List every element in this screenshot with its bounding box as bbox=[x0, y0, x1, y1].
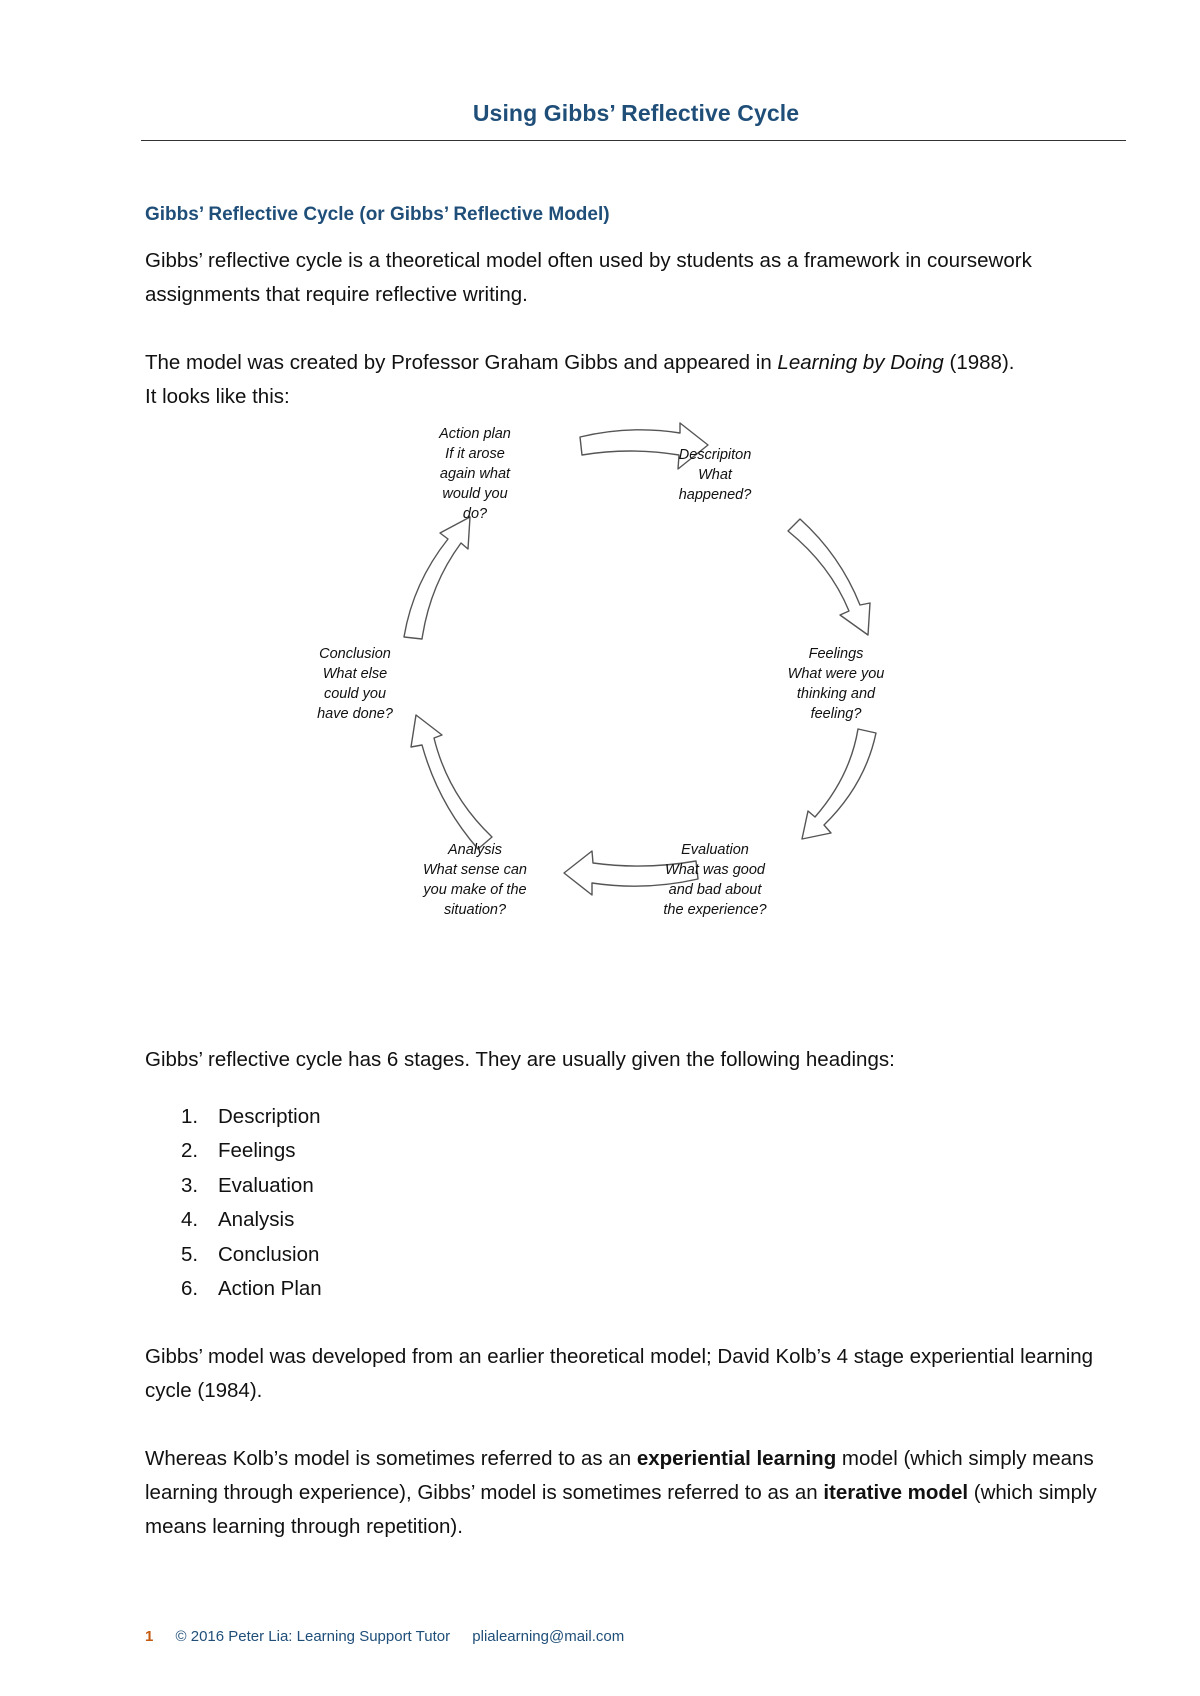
list-item: 3. Evaluation bbox=[181, 1173, 314, 1197]
stage-label-action-plan bbox=[410, 424, 540, 524]
page-footer bbox=[145, 1628, 624, 1645]
gibbs-cycle-diagram bbox=[317, 415, 950, 955]
stage-question: What else could you have done? bbox=[317, 666, 393, 722]
stage-title: Action plan bbox=[439, 426, 511, 442]
stages-list bbox=[145, 1100, 322, 1306]
list-item: 2. Feelings bbox=[181, 1139, 296, 1163]
header-divider bbox=[141, 140, 1126, 141]
stage-title: Feelings bbox=[808, 646, 864, 662]
list-item: 4. Analysis bbox=[181, 1208, 295, 1232]
kolb-paragraph-2: Whereas Kolb’s model is sometimes referred to as an experiential learning model (which simply means learning through experience), Gibbs’ model is sometimes referred to as an iterative model (which simply means learning through repetition). bbox=[145, 1447, 1097, 1538]
term-iterative-model: iterative model bbox=[823, 1481, 969, 1504]
list-item: 1. Description bbox=[181, 1105, 321, 1128]
arrow-feelings-to-evaluation bbox=[802, 729, 876, 839]
book-title: Learning by Doing bbox=[777, 351, 944, 374]
arrow-analysis-to-conclusion bbox=[411, 715, 492, 849]
stage-question: What was good and bad about the experience? bbox=[663, 862, 767, 918]
intro-paragraph-3: It looks like this: bbox=[145, 385, 290, 408]
stage-question: What were you thinking and feeling? bbox=[787, 666, 885, 722]
intro-text-before: The model was created by Professor Graham Gibbs and appeared in bbox=[145, 351, 778, 374]
intro-paragraph-1: Gibbs’ reflective cycle is a theoretical model often used by students as a framework in coursework assignments that require reflective writing. bbox=[145, 249, 1032, 306]
list-item: 5. Conclusion bbox=[181, 1242, 320, 1266]
stage-label-analysis bbox=[410, 840, 540, 920]
section-heading: Gibbs’ Reflective Cycle (or Gibbs’ Reflective Model) bbox=[145, 204, 610, 225]
stage-label-conclusion bbox=[290, 644, 420, 724]
stage-label-feelings bbox=[771, 644, 901, 724]
stage-question: If it arose again what would you do? bbox=[439, 446, 511, 522]
intro-paragraph-2 bbox=[145, 346, 1130, 380]
term-experiential-learning: experiential learning bbox=[636, 1447, 837, 1470]
stage-title: Conclusion bbox=[319, 646, 391, 662]
stage-label-description bbox=[650, 445, 780, 505]
stage-question: What happened? bbox=[678, 467, 752, 503]
intro-text-after: (1988). bbox=[943, 351, 1015, 374]
stages-intro: Gibbs’ reflective cycle has 6 stages. They are usually given the following headings: bbox=[145, 1048, 895, 1071]
arrow-conclusion-to-action bbox=[404, 517, 470, 639]
stage-title: Descripiton bbox=[678, 447, 752, 463]
stage-question: What sense can you make of the situation? bbox=[423, 862, 527, 918]
list-item: 6. Action Plan bbox=[181, 1277, 322, 1301]
stage-label-evaluation bbox=[650, 840, 780, 920]
page-number: 1 bbox=[145, 1628, 154, 1645]
copyright-text: © 2016 Peter Lia: Learning Support Tutor bbox=[175, 1628, 451, 1645]
arrow-description-to-feelings bbox=[788, 519, 870, 635]
stage-title: Analysis bbox=[448, 842, 502, 858]
footer-email[interactable]: plialearning@mail.com bbox=[472, 1628, 625, 1645]
stage-title: Evaluation bbox=[681, 842, 749, 858]
page-title: Using Gibbs’ Reflective Cycle bbox=[472, 100, 800, 126]
kolb-paragraph-1: Gibbs’ model was developed from an earlier theoretical model; David Kolb’s 4 stage experiential learning cycle (1984). bbox=[145, 1345, 1094, 1402]
